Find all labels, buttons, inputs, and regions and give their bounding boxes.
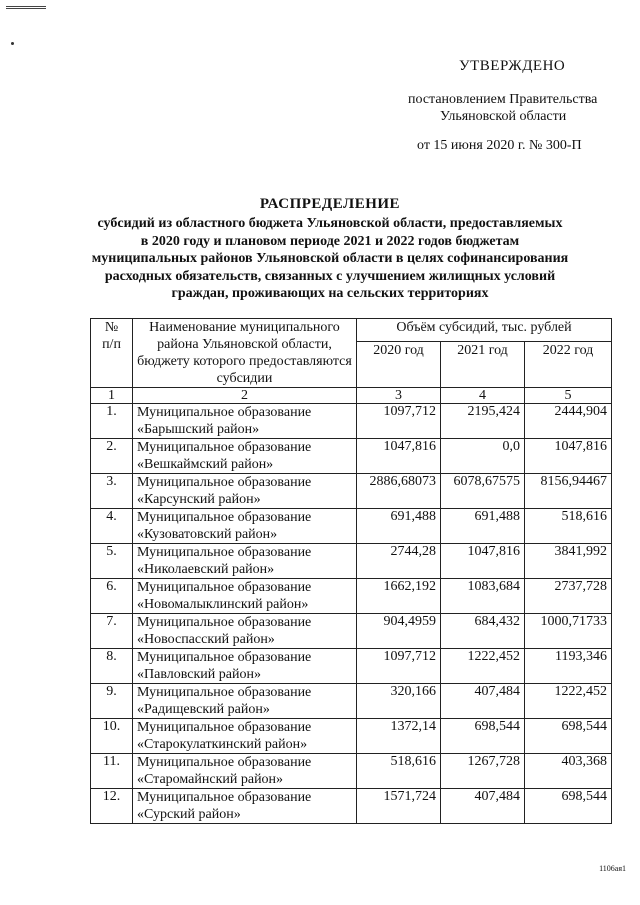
municipality-name: Муниципальное образование «Кузоватовский район» [133,509,357,544]
subsidy-2021: 6078,67575 [441,474,525,509]
subsidy-2020: 320,166 [357,684,441,719]
decree-line-2: Ульяновской области [440,109,567,124]
table-row [91,439,612,474]
header-subsidy-volume: Объём субсидий, тыс. рублей [357,319,612,342]
column-index: 2 [133,388,357,404]
subsidy-2020: 691,488 [357,509,441,544]
header-number: № п/п [91,319,133,388]
table-row [91,404,612,439]
table-row [91,649,612,684]
subsidy-2020: 1372,14 [357,719,441,754]
municipality-name: Муниципальное образование «Старомайнский район» [133,754,357,789]
subsidy-2021: 0,0 [441,439,525,474]
margin-dot [11,42,14,45]
subtitle-line: муниципальных районов Ульяновской области в целях софинансирования [91,251,569,266]
municipality-name: Муниципальное образование «Новомалыклинский район» [133,579,357,614]
document-subtitle [60,215,600,303]
subsidy-2020: 1662,192 [357,579,441,614]
table-row [91,509,612,544]
subsidy-2022: 8156,94467 [525,474,612,509]
subtitle-line: граждан, проживающих на сельских территориях [171,286,489,301]
document-title: РАСПРЕДЕЛЕНИЕ [259,196,401,212]
subsidy-2020: 1097,712 [357,649,441,684]
decree-line-1: постановлением Правительства [408,92,598,107]
subsidy-2021: 1222,452 [441,649,525,684]
subsidy-2022: 698,544 [525,789,612,824]
approval-stamp [0,58,640,158]
subsidy-2022: 403,368 [525,754,612,789]
header-year: 2021 год [441,342,525,388]
column-index: 4 [441,388,525,404]
subtitle-line: расходных обязательств, связанных с улучшением жилищных условий [104,268,556,284]
row-number: 1. [91,404,133,439]
footer-code: 1106ая1 [599,864,626,873]
header-year: 2020 год [357,342,441,388]
subsidy-2022: 2737,728 [525,579,612,614]
municipality-name: Муниципальное образование «Сурский район» [133,789,357,824]
subsidy-2020: 2744,28 [357,544,441,579]
subsidy-2022: 698,544 [525,719,612,754]
subsidy-2020: 1097,712 [357,404,441,439]
subsidy-2021: 407,484 [441,789,525,824]
decree-date: от 15 июня 2020 г. № 300-П [417,138,582,153]
subsidy-2022: 1047,816 [525,439,612,474]
municipality-name: Муниципальное образование «Николаевский район» [133,544,357,579]
subtitle-line: в 2020 году и плановом периоде 2021 и 2022 годов бюджетам [140,233,520,249]
subsidy-2021: 691,488 [441,509,525,544]
subsidy-table [90,318,612,824]
subsidy-2021: 698,544 [441,719,525,754]
table-row [91,544,612,579]
subsidy-2021: 684,432 [441,614,525,649]
corner-mark [6,6,46,9]
subsidy-2020: 1571,724 [357,789,441,824]
row-number: 6. [91,579,133,614]
municipality-name: Муниципальное образование «Карсунский район» [133,474,357,509]
row-number: 8. [91,649,133,684]
subsidy-2020: 518,616 [357,754,441,789]
subsidy-2022: 2444,904 [525,404,612,439]
municipality-name: Муниципальное образование «Старокулаткинский район» [133,719,357,754]
table-row [91,754,612,789]
subsidy-2020: 1047,816 [357,439,441,474]
approved-label: УТВЕРЖДЕНО [459,58,566,74]
table-row [91,789,612,824]
table-row [91,474,612,509]
row-number: 5. [91,544,133,579]
table-row [91,614,612,649]
row-number: 4. [91,509,133,544]
row-number: 12. [91,789,133,824]
column-index: 5 [525,388,612,404]
subsidy-2021: 1083,684 [441,579,525,614]
row-number: 3. [91,474,133,509]
municipality-name: Муниципальное образование «Вешкаймский район» [133,439,357,474]
subsidy-2022: 1000,71733 [525,614,612,649]
subsidy-2022: 3841,992 [525,544,612,579]
subsidy-2021: 2195,424 [441,404,525,439]
table-row [91,684,612,719]
municipality-name: Муниципальное образование «Радищевский район» [133,684,357,719]
subsidy-2022: 518,616 [525,509,612,544]
subtitle-line: субсидий из областного бюджета Ульяновской области, предоставляемых [97,216,563,231]
column-index: 3 [357,388,441,404]
municipality-name: Муниципальное образование «Барышский район» [133,404,357,439]
subsidy-2020: 2886,68073 [357,474,441,509]
table-row [91,719,612,754]
subsidy-2021: 1267,728 [441,754,525,789]
table-row [91,579,612,614]
subsidy-2021: 1047,816 [441,544,525,579]
subsidy-2022: 1193,346 [525,649,612,684]
document-title-block [60,196,600,303]
header-municipality: Наименование муниципального района Ульяновской области, бюджету которого предоставляются субсидии [133,319,357,388]
column-index: 1 [91,388,133,404]
row-number: 11. [91,754,133,789]
row-number: 9. [91,684,133,719]
header-year: 2022 год [525,342,612,388]
row-number: 10. [91,719,133,754]
subsidy-2020: 904,4959 [357,614,441,649]
row-number: 2. [91,439,133,474]
row-number: 7. [91,614,133,649]
subsidy-2021: 407,484 [441,684,525,719]
municipality-name: Муниципальное образование «Новоспасский район» [133,614,357,649]
municipality-name: Муниципальное образование «Павловский район» [133,649,357,684]
subsidy-2022: 1222,452 [525,684,612,719]
